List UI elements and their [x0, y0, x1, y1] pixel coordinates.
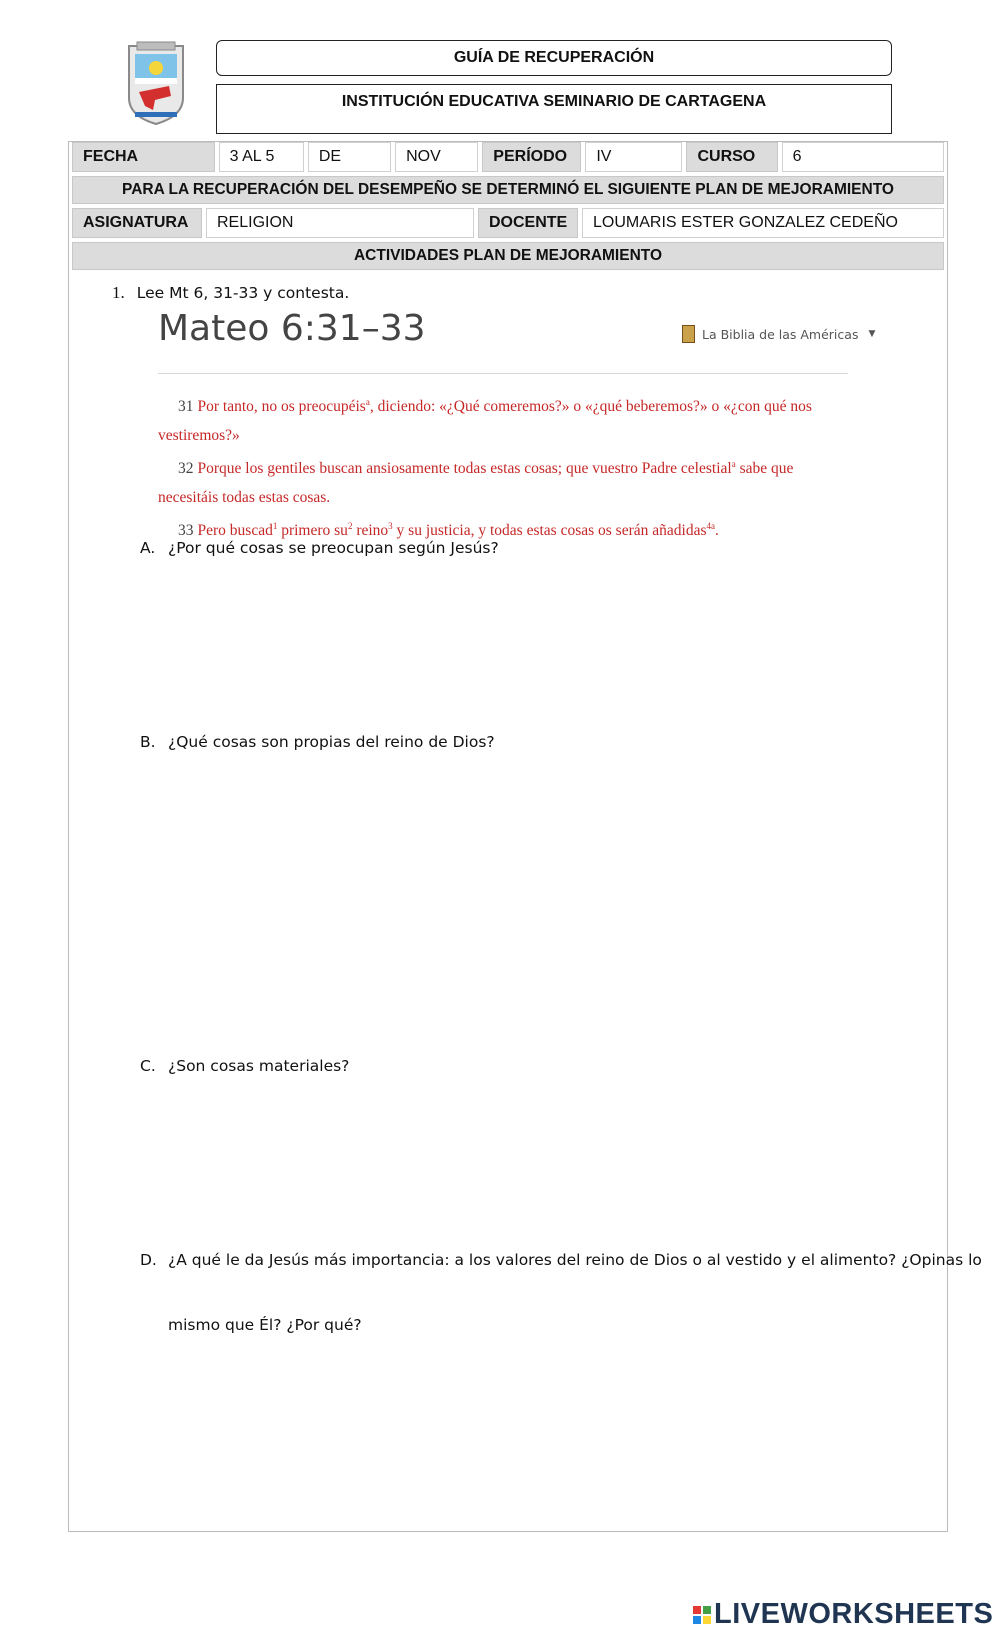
verse-32: 32 Porque los gentiles buscan ansiosamente todas estas cosas; que vuestro Padre celestial$^a$ sabe que necesitáis todas estas cosas.: [158, 459, 794, 507]
asignatura-label: ASIGNATURA: [72, 208, 202, 238]
passage-verses: [158, 388, 848, 545]
docente-label: DOCENTE: [478, 208, 578, 238]
verse-33: 33 Pero buscad$^1$ primero $su^2$ reino$^3$ y su justicia, y todas estas cosas os serán añadidas$^{4a}$.: [178, 521, 719, 540]
brand-name: LIVEWORKSHEETS: [714, 1598, 994, 1630]
curso-label: CURSO: [686, 142, 777, 172]
info-row-date-period-course: [72, 142, 944, 172]
brand-tiles-icon: [693, 1606, 711, 1624]
fecha-month: NOV: [395, 142, 478, 172]
plan-band: PARA LA RECUPERACIÓN DEL DESEMPEÑO SE DETERMINÓ EL SIGUIENTE PLAN DE MEJORAMIENTO: [72, 176, 944, 204]
subquestion-d: [140, 1251, 982, 1269]
bible-book-icon: [682, 325, 695, 343]
periodo-value: IV: [585, 142, 682, 172]
question-1-number: 1.: [112, 283, 125, 302]
subquestion-letter: C.: [140, 1057, 156, 1075]
subquestion-c: [140, 1057, 349, 1075]
footnote-marker[interactable]: a: [365, 397, 370, 407]
periodo-label: PERÍODO: [482, 142, 581, 172]
asignatura-value: RELIGION: [206, 208, 474, 238]
question-1: [112, 283, 349, 303]
subquestion-text: ¿Son cosas materiales?: [168, 1057, 350, 1075]
verse-number: 33: [178, 522, 194, 540]
school-shield-logo: [125, 40, 187, 126]
subquestion-b: [140, 733, 495, 751]
liveworksheets-logo: [693, 1598, 993, 1631]
footnote-marker[interactable]: 2: [347, 521, 353, 532]
verse-number: 31: [178, 398, 194, 416]
dropdown-caret-icon: ▼: [868, 329, 876, 339]
curso-value: 6: [782, 142, 944, 172]
footnote-marker[interactable]: 4a: [706, 521, 715, 532]
guide-title: GUÍA DE RECUPERACIÓN: [216, 40, 892, 76]
footnote-marker[interactable]: 1: [272, 521, 278, 532]
docente-value: LOUMARIS ESTER GONZALEZ CEDEÑO: [582, 208, 944, 238]
verse-number: 32: [178, 460, 194, 478]
activities-band: ACTIVIDADES PLAN DE MEJORAMIENTO: [72, 242, 944, 270]
subquestion-letter: D.: [140, 1251, 157, 1269]
subquestion-text: ¿Por qué cosas se preocupan según Jesús?: [168, 539, 499, 557]
bible-version-label: La Biblia de las Américas: [702, 326, 859, 342]
subquestion-a: [140, 539, 499, 557]
passage-title: Mateo 6:31–33: [158, 308, 426, 349]
subquestion-letter: B.: [140, 733, 156, 751]
passage-divider: [158, 373, 848, 374]
bible-version-selector[interactable]: [682, 325, 875, 343]
footnote-marker[interactable]: a: [731, 459, 736, 470]
info-row-subject-teacher: [72, 208, 944, 238]
institution-name: INSTITUCIÓN EDUCATIVA SEMINARIO DE CARTAGENA: [216, 84, 892, 134]
fecha-label: FECHA: [72, 142, 215, 172]
subquestion-text: ¿Qué cosas son propias del reino de Dios?: [168, 733, 495, 751]
subquestion-d-continuation: mismo que Él? ¿Por qué?: [168, 1316, 362, 1334]
subquestion-text: ¿A qué le da Jesús más importancia: a los valores del reino de Dios o al vestido y el alimento? ¿Opinas lo: [168, 1251, 982, 1269]
footnote-marker[interactable]: 3: [388, 521, 393, 532]
question-1-text: Lee Mt 6, 31-33 y contesta.: [136, 284, 350, 302]
fecha-value: 3 AL 5: [219, 142, 304, 172]
fecha-de: DE: [308, 142, 391, 172]
verse-31: 31 Por tanto, no os preocupéis$^a$, diciendo: «¿Qué comeremos?» o «¿qué beberemos?» o «¿con qué nos vestiremos?»: [158, 397, 812, 445]
subquestion-letter: A.: [140, 539, 156, 557]
